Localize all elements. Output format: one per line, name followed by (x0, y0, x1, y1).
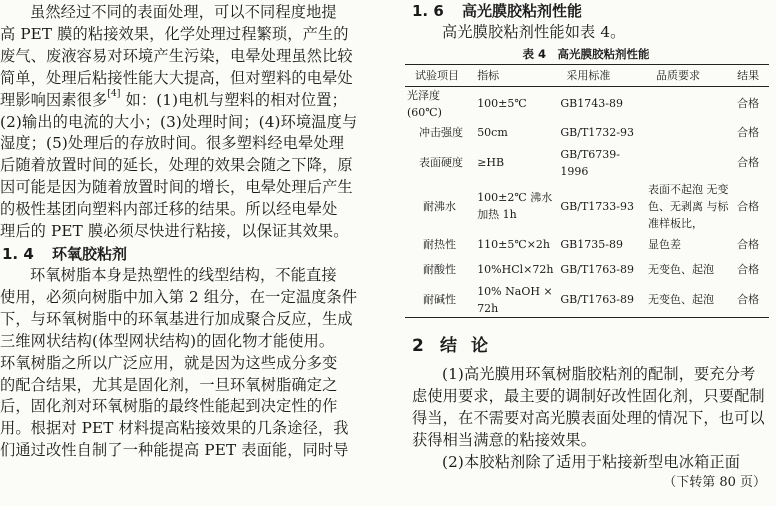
left-column (0, 2, 384, 462)
table-row (405, 232, 769, 258)
paragraph-line: 虑使用要求，最主要的调制好改性固化剂，只要配制 (412, 387, 765, 406)
paragraph-line: 的极性基团向塑料内部迁移的结果。所以经电晕处 (0, 200, 338, 219)
cell-standard: GB1735-89 (560, 238, 623, 252)
table-row (405, 121, 769, 145)
paragraph-line: 得当，在不需要对高光膜表面处理的情况下，也可以 (412, 409, 765, 428)
cell-index: ≥HB (477, 156, 505, 170)
table-row (405, 86, 769, 121)
cell-item: 耐碱性 (405, 282, 475, 318)
paragraph-line: 三维网状结构(体型网状结构)的固化物才能使用。 (0, 331, 335, 350)
paragraph-line: 虽然经过不同的表面处理，可以不同程度地提 (30, 3, 337, 21)
cell-result: 合格 (735, 282, 769, 318)
column-header: 品质要求 (646, 64, 735, 86)
section-title: 结论 (440, 336, 502, 357)
paragraph-line: 因可能是因为随着放置时间的增长，电晕处理后产生 (0, 178, 353, 197)
cell-result: 合格 (737, 156, 760, 170)
cell-item: 耐沸水 (423, 199, 456, 213)
paragraph-line: 高光膜胶粘剂性能如表 4。 (442, 23, 626, 41)
section-heading-2 (412, 328, 772, 364)
table-row (405, 258, 769, 282)
cell-index: 100±2℃ 沸水加热 1h (477, 191, 553, 222)
cell-index: 100±5℃ (477, 97, 527, 111)
paragraph-line: 获得相当满意的粘接效果。 (412, 431, 597, 450)
paragraph-line: 湿度；(5)处理后的存放时间。很多塑料经电晕处理 (0, 134, 345, 153)
paragraph-line: 理后的 PET 膜必须尽快进行粘接，以保证其效果。 (0, 222, 349, 241)
cell-standard: GB/T1763-89 (560, 263, 635, 277)
properties-table (405, 64, 769, 319)
table-row (405, 282, 769, 318)
cell-result: 合格 (737, 263, 760, 277)
paragraph-line: (2)输出的电流的大小；(3)处理时间；(4)环境温度与 (0, 112, 358, 131)
cell-standard: GB/T1763-89 (558, 282, 646, 318)
cell-item: 耐热性 (423, 238, 456, 252)
table-caption: 表 4 高光膜胶粘剂性能 (522, 46, 650, 61)
paragraph-line: 后，固化剂对环氧树脂的最终性能起到决定性的作 (0, 397, 338, 416)
paragraph-line: (2)本胶粘剂除了适用于粘接新型电冰箱正面 (442, 453, 741, 472)
cell-requirement (646, 121, 735, 145)
column-header: 指标 (475, 64, 558, 86)
cell-requirement: 显色差 (647, 238, 681, 252)
paragraph-line: 后随着放置时间的延长，处理的效果会随之下降，原 (0, 156, 353, 175)
paragraph-line: 环氧树脂本身是热塑性的线型结构，不能直接 (30, 265, 337, 284)
paragraph-line: 废气、废液容易对环境产生污染，电晕处理虽然比较 (0, 46, 353, 65)
paragraph-line: 的配合结果，尤其是固化剂，一旦环氧树脂确定之 (0, 375, 338, 394)
cell-requirement: 无变色、起泡 (646, 282, 735, 318)
section-title: 环氧胶粘剂 (52, 244, 128, 263)
cell-standard: GB/T1732-93 (560, 126, 635, 140)
paragraph-text: 理影响因素很多 (0, 90, 108, 109)
section-title: 高光膜胶粘剂性能 (462, 2, 583, 20)
paragraph-line: 简单，处理后粘接性能大大提高，但对塑料的电晕处 (0, 68, 353, 87)
cell-standard: GB1743-89 (560, 97, 623, 111)
cell-item: 耐酸性 (423, 263, 456, 277)
paragraph-line: 们通过改性自制了一种能提高 PET 表面能，同时导 (0, 441, 349, 460)
paragraph-line (0, 90, 384, 112)
right-column (400, 0, 772, 492)
table-row (405, 181, 769, 232)
continued-note: （下转第 80 页） (663, 474, 766, 490)
section-heading-1-6 (412, 0, 772, 22)
cell-index: 50cm (477, 126, 508, 140)
citation-ref: [4] (107, 88, 121, 99)
cell-standard: GB/T6739-1996 (560, 147, 621, 178)
paragraph-line: 用。根据对 PET 材料提高粘接效果的几条途径，我 (0, 419, 349, 438)
cell-index: 110±5℃×2h (477, 238, 551, 252)
paragraph-line: 下，与环氧树脂中的环氧基进行加成聚合反应，生成 (0, 309, 353, 328)
cell-item: 表面硬度 (419, 156, 463, 170)
cell-standard: GB/T1733-93 (560, 199, 635, 213)
paragraph-line: 环氧树脂之所以广泛应用，就是因为这些成分多变 (0, 353, 338, 372)
cell-requirement: 表面不起泡 无变色、无剥离 与标准样板比， (647, 182, 729, 230)
paragraph-line: (1)高光膜用环氧树脂胶粘剂的配制，要充分考 (442, 365, 756, 384)
cell-result: 合格 (737, 126, 760, 140)
table-row (405, 145, 769, 181)
section-number: 1. 4 (2, 244, 34, 263)
cell-requirement: 无变色、起泡 (647, 263, 714, 277)
cell-result: 合格 (737, 238, 760, 252)
cell-index: 10% NaOH × 72h (475, 282, 558, 318)
table-header-row (405, 64, 769, 86)
cell-result: 合格 (737, 97, 760, 111)
section-heading-1-4 (2, 243, 384, 265)
paragraph-text: 如：(1)电机与塑料的相对位置； (120, 90, 347, 109)
column-header: 试验项目 (405, 64, 475, 86)
section-number: 2 (412, 336, 424, 357)
cell-requirement (646, 145, 735, 181)
column-header: 采用标准 (558, 64, 646, 86)
cell-result: 合格 (737, 199, 760, 213)
paragraph-line: 高 PET 膜的粘接效果，化学处理过程繁琐，产生的 (0, 24, 349, 43)
cell-requirement (646, 86, 735, 121)
cell-item: 光泽度(60℃) (407, 88, 442, 119)
column-header: 结果 (735, 64, 769, 86)
cell-index: 10%HCl×72h (477, 263, 554, 277)
paragraph-line: 使用，必须向树脂中加入第 2 组分，在一定温度条件 (0, 287, 358, 306)
section-number: 1. 6 (412, 2, 444, 20)
cell-item: 冲击强度 (419, 126, 463, 140)
